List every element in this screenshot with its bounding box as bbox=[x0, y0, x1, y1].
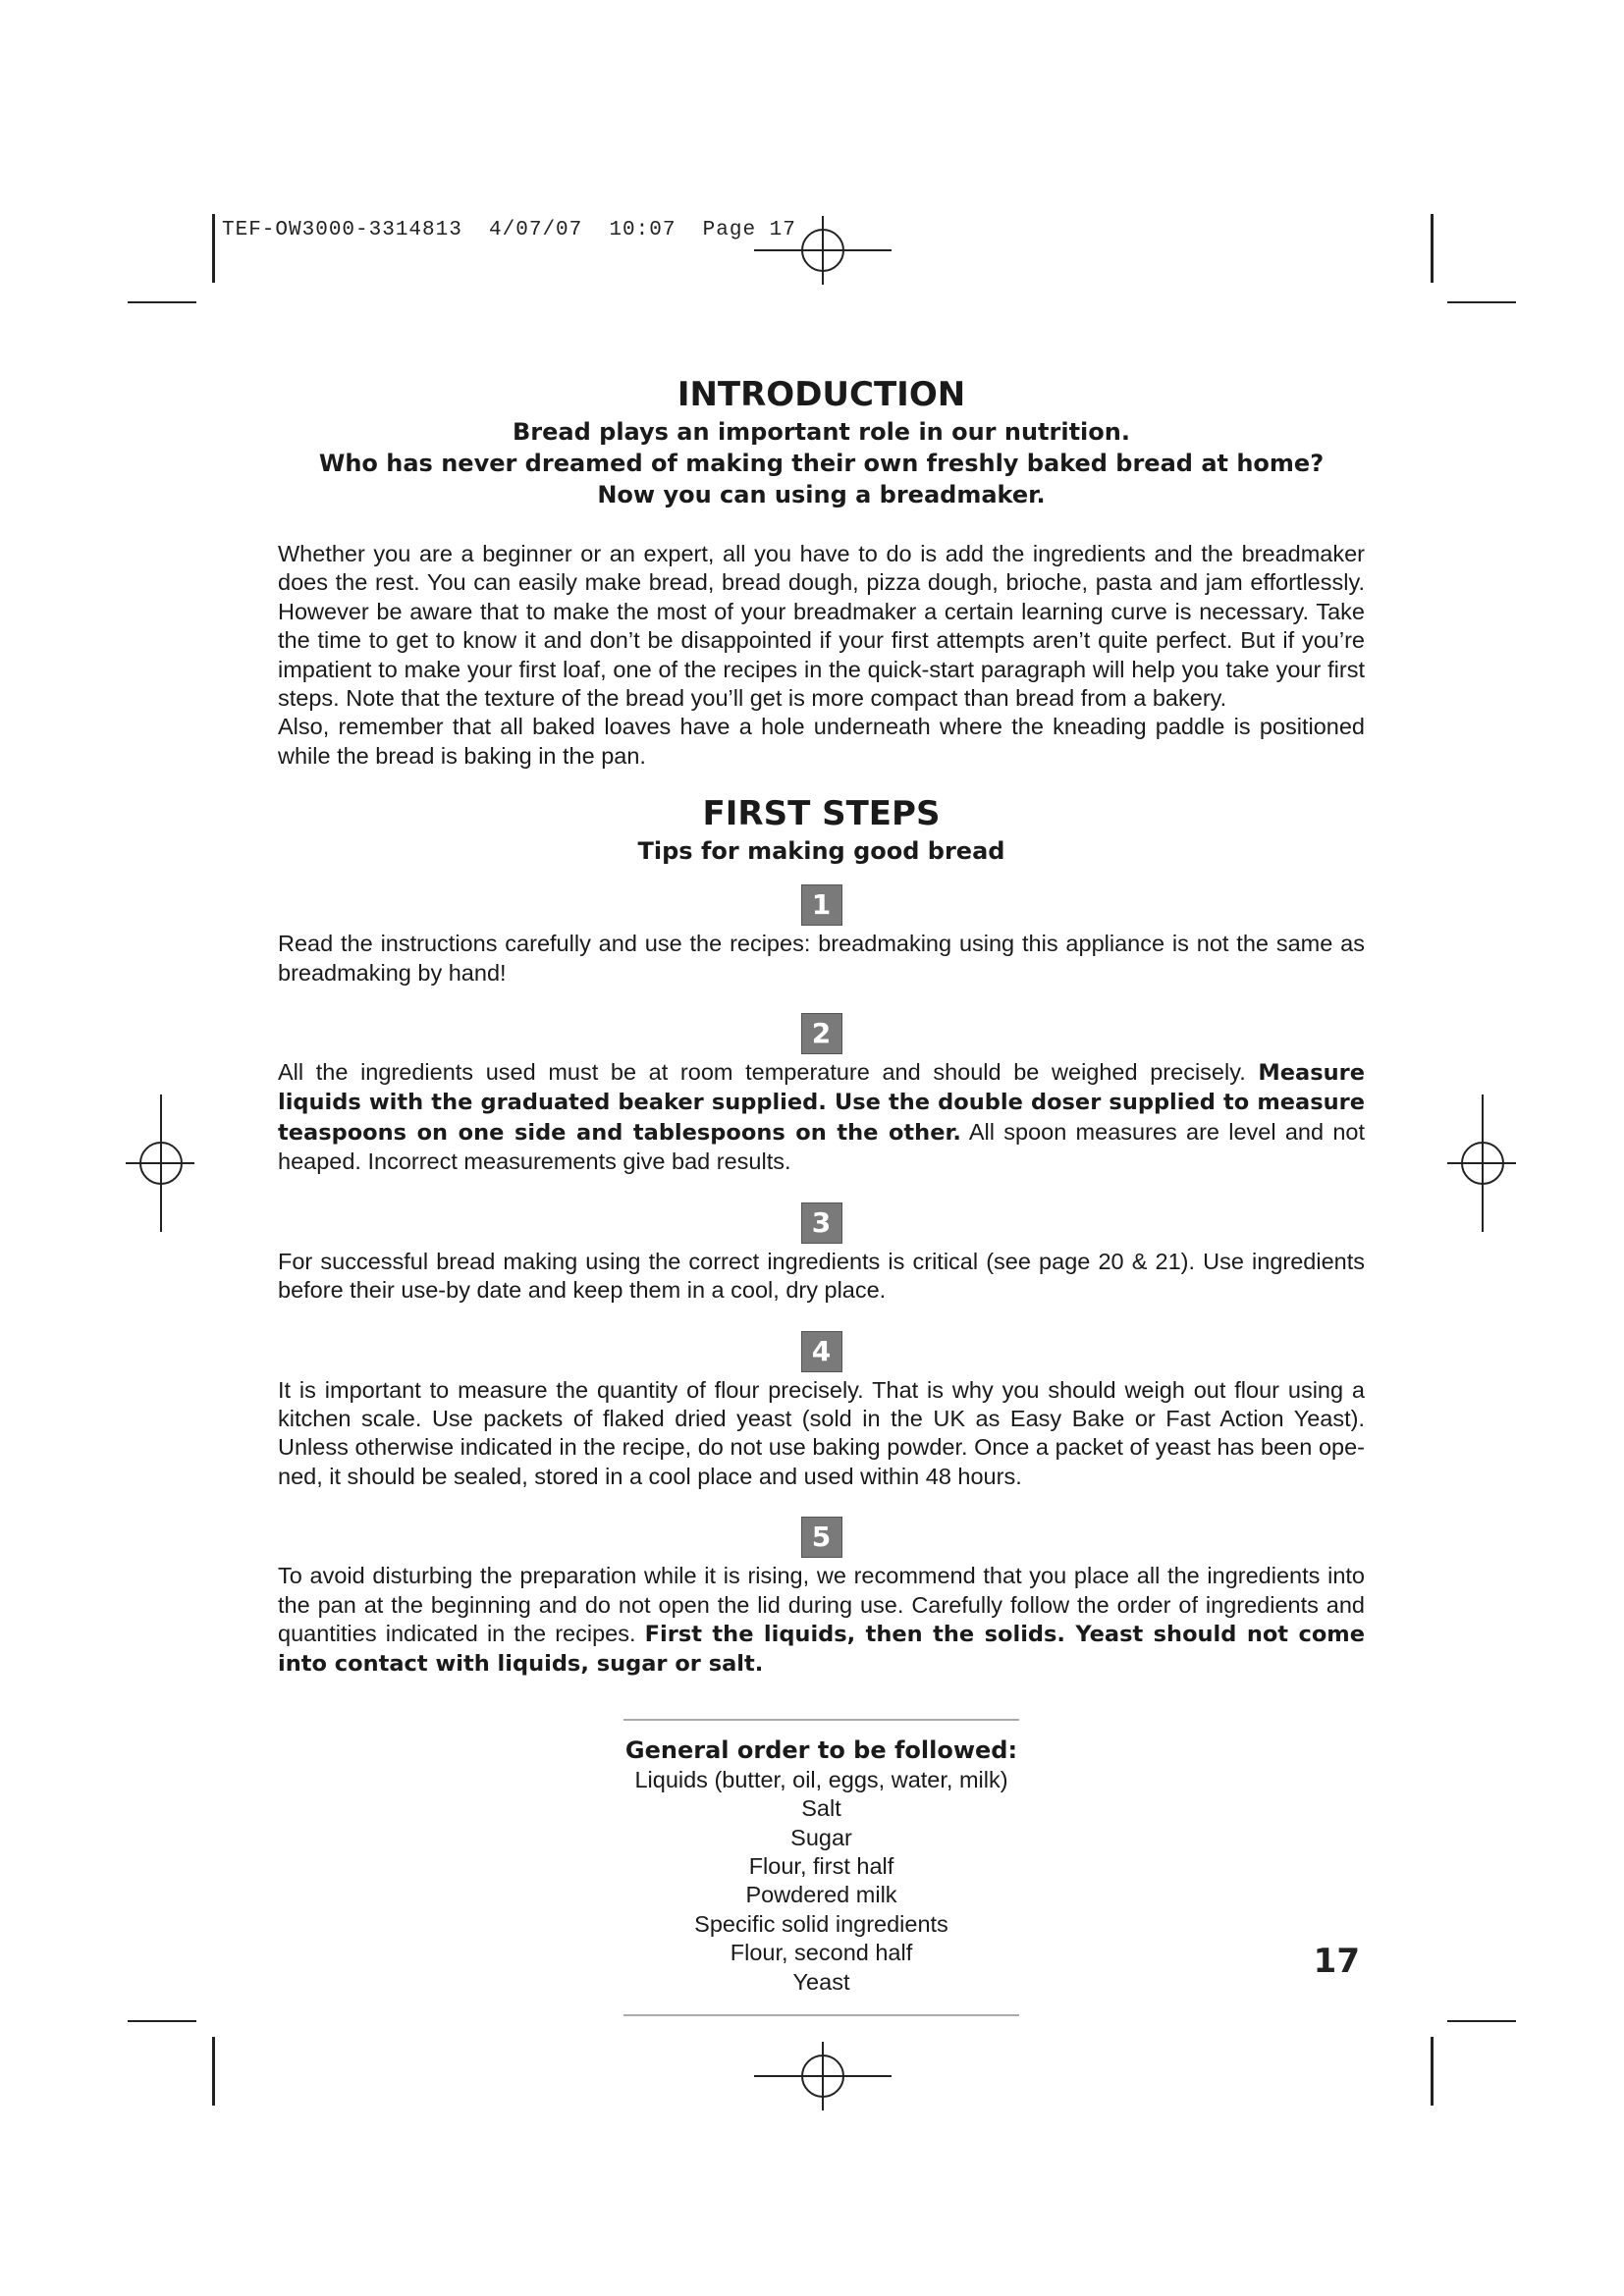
crop-mark-bottom-left-h bbox=[128, 2020, 196, 2022]
introduction-header bbox=[278, 373, 1365, 510]
printer-slug: TEF-OW3000-3314813 4/07/07 10:07 Page 17 bbox=[222, 219, 796, 241]
order-item: Liquids (butter, oil, eggs, water, milk) bbox=[634, 1766, 1008, 1792]
order-item: Salt bbox=[801, 1795, 841, 1822]
step-3-badge: 3 bbox=[801, 1202, 842, 1244]
introduction-paragraph: Whether you are a beginner or an expert, all you have to do is add the ingredients and the breadmaker does the rest. You can easily make bread, bread dough, pizza dough, brioche, pasta and jam effortlessly. However be aware that to make the most of your breadmaker a certain learning curve is necessary. Take the time to get to know it and don’t be disappointed if your first attempts aren’t quite perfect. But if you’re impatient to make your first loaf, one of the recipes in the quick-start paragraph will help you take your first steps. Note that the texture of the bread you’ll get is more compact than bread from a bakery. bbox=[278, 541, 1365, 712]
order-item: Powdered milk bbox=[745, 1882, 897, 1908]
step-4-text: It is important to measure the quantity of flour precisely. That is why you should weigh out flour using a kitchen scale. Use packets of flaked dried yeast (sold in the UK as Easy Bake or Fast Action Yeast). Unless otherwise indicated in the recipe, do not use baking powder. Once a packet of yeast has been ope-ned, it should be sealed, stored in a cool place and used within 48 hours. bbox=[278, 1376, 1365, 1489]
crop-mark-top-right-v bbox=[1431, 214, 1434, 283]
crop-mark-top-right-h bbox=[1447, 301, 1516, 303]
general-order-title: General order to be followed: bbox=[624, 1735, 1018, 1764]
first-steps-title: FIRST STEPS bbox=[702, 794, 941, 834]
introduction-subtitle-3: Now you can using a breadmaker. bbox=[597, 481, 1046, 508]
page-content bbox=[278, 373, 1365, 2016]
order-item: Flour, second half bbox=[730, 1940, 913, 1966]
crop-mark-bottom-right-v bbox=[1431, 2037, 1434, 2106]
introduction-subtitle-2: Who has never dreamed of making their own freshly baked bread at home? bbox=[318, 450, 1325, 477]
order-item: Specific solid ingredients bbox=[694, 1910, 948, 1937]
first-steps-header bbox=[278, 792, 1365, 867]
step-2-text: All the ingredients used must be at room temperature and should be weighed precisely. Measure liquids with the graduated beaker supplied. Use the double doser supplied to measure teaspoons on one side and tablespoons on the other. All spoon measures are level and not heaped. Incorrect measurements give bad results. bbox=[278, 1059, 1365, 1175]
crop-mark-bottom-right-h bbox=[1447, 2020, 1516, 2022]
introduction-subtitle-1: Bread plays an important role in our nutrition. bbox=[513, 418, 1130, 446]
first-steps-subtitle: Tips for making good bread bbox=[637, 837, 1005, 866]
step-1-badge: 1 bbox=[801, 884, 842, 926]
step-3-text: For successful bread making using the correct ingredients is critical (see page 20 & 21). Use ingredients before their use-by date and keep them in a cool, dry place. bbox=[278, 1248, 1365, 1304]
step-5-text: To avoid disturbing the preparation while it is rising, we recommend that you place all the ingredients into the pan at the beginning and do not open the lid during use. Carefully follow the order of ingredients and quantities indicated in the recipes. First the liquids, then the solids. Yeast should not come into contact with liquids, sugar or salt. bbox=[278, 1563, 1366, 1678]
order-item: Yeast bbox=[792, 1968, 850, 1995]
step-1-text: Read the instructions carefully and use the recipes: breadmaking using this appliance is not the same as breadmaking by hand! bbox=[278, 931, 1365, 986]
crop-mark-bottom-left-v bbox=[212, 2037, 215, 2106]
order-item: Flour, first half bbox=[748, 1852, 894, 1879]
crop-mark-top-left-v bbox=[212, 214, 215, 283]
crop-mark-top-left-h bbox=[128, 301, 196, 303]
page-number: 17 bbox=[1313, 1942, 1360, 1981]
step-2-badge: 2 bbox=[801, 1013, 842, 1054]
general-order-box bbox=[623, 1719, 1019, 2016]
order-item: Sugar bbox=[790, 1824, 852, 1850]
introduction-title: INTRODUCTION bbox=[677, 375, 966, 414]
introduction-paragraph-hole: Also, remember that all baked loaves have a hole underneath where the kneading paddle is positioned while the bread is baking in the pan. bbox=[278, 714, 1365, 769]
step-5-badge: 5 bbox=[801, 1517, 842, 1558]
step-4-badge: 4 bbox=[801, 1331, 842, 1372]
